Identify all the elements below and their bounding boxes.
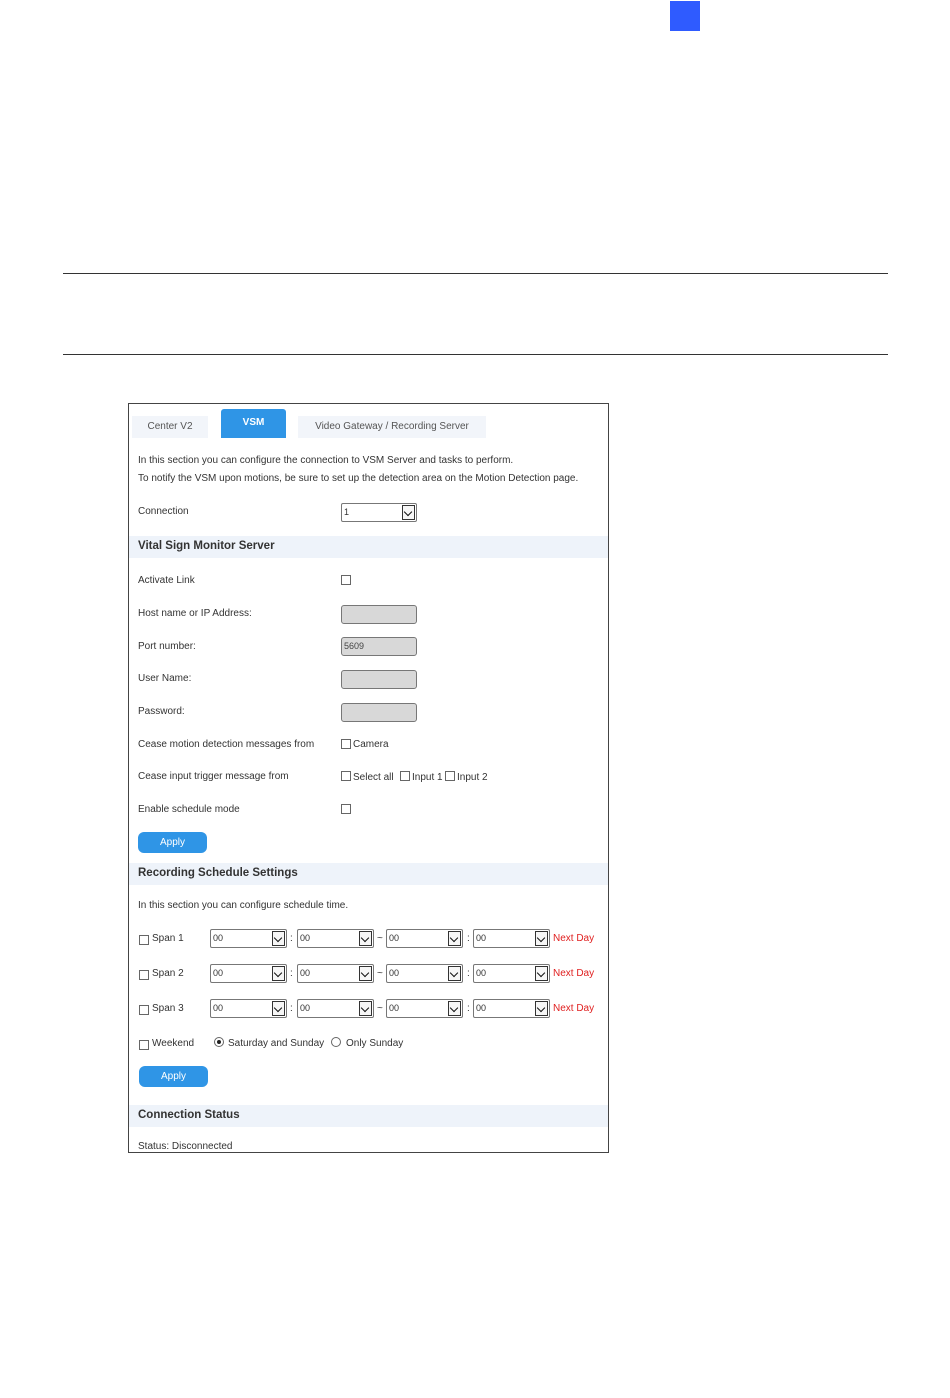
host-label: Host name or IP Address: xyxy=(138,608,252,619)
chevron-down-icon xyxy=(272,931,285,946)
span-2-label: Span 2 xyxy=(152,968,184,979)
span-2-end-hour[interactable] xyxy=(386,964,463,983)
section-title: Recording Schedule Settings xyxy=(138,867,298,879)
port-label: Port number: xyxy=(138,641,196,652)
span-3-start-hour[interactable] xyxy=(210,999,287,1018)
activate-link-checkbox[interactable] xyxy=(341,575,351,585)
colon-separator: : xyxy=(467,1003,470,1014)
intro-line-1: In this section you can configure the connection to VSM Server and tasks to perform. xyxy=(138,455,514,466)
span-1-checkbox[interactable] xyxy=(139,935,149,945)
select-value: 00 xyxy=(476,933,487,943)
host-input[interactable] xyxy=(341,605,417,624)
span-1-next-day: Next Day xyxy=(553,933,595,944)
schedule-description: In this section you can configure schedule time. xyxy=(138,900,349,911)
chevron-down-icon xyxy=(359,1001,372,1016)
select-value: 00 xyxy=(300,1003,311,1013)
apply-button-server[interactable]: Apply xyxy=(138,832,207,853)
span-3-next-day: Next Day xyxy=(553,1003,595,1014)
schedule-mode-label: Enable schedule mode xyxy=(138,804,240,815)
section-header-connection-status xyxy=(129,1105,608,1127)
divider-top xyxy=(63,273,888,274)
select-all-checkbox[interactable] xyxy=(341,771,351,781)
only-sunday-label: Only Sunday xyxy=(346,1038,404,1049)
radio-saturday-sunday[interactable] xyxy=(214,1037,224,1047)
tab-video-gateway[interactable]: Video Gateway / Recording Server xyxy=(298,416,486,438)
section-header-vsm-server xyxy=(129,536,608,558)
span-1-start-hour[interactable] xyxy=(210,929,287,948)
span-2-next-day: Next Day xyxy=(553,968,595,979)
input-2-label: Input 2 xyxy=(457,772,488,783)
span-3-checkbox[interactable] xyxy=(139,1005,149,1015)
select-value: 00 xyxy=(389,968,400,978)
span-3-label: Span 3 xyxy=(152,1003,184,1014)
chevron-down-icon xyxy=(448,1001,461,1016)
colon-separator: : xyxy=(290,933,293,944)
span-3-end-minute[interactable] xyxy=(473,999,550,1018)
select-all-label: Select all xyxy=(353,772,394,783)
section-header-schedule xyxy=(129,863,608,885)
chevron-down-icon xyxy=(359,931,372,946)
chevron-down-icon xyxy=(535,1001,548,1016)
input-1-checkbox[interactable] xyxy=(400,771,410,781)
activate-link-label: Activate Link xyxy=(138,575,195,586)
connection-select[interactable] xyxy=(341,503,417,522)
chevron-down-icon xyxy=(448,966,461,981)
span-1-end-minute[interactable] xyxy=(473,929,550,948)
tab-bar xyxy=(129,404,608,438)
tab-center-v2[interactable]: Center V2 xyxy=(132,416,208,438)
select-value: 00 xyxy=(389,933,400,943)
password-input[interactable] xyxy=(341,703,417,722)
tab-vsm[interactable]: VSM xyxy=(221,409,286,438)
select-value: 00 xyxy=(300,968,311,978)
chevron-down-icon xyxy=(272,1001,285,1016)
span-3-start-minute[interactable] xyxy=(297,999,374,1018)
span-2-start-minute[interactable] xyxy=(297,964,374,983)
select-value: 00 xyxy=(476,968,487,978)
tilde-separator: ~ xyxy=(377,1003,383,1014)
tilde-separator: ~ xyxy=(377,968,383,979)
chevron-down-icon xyxy=(359,966,372,981)
connection-label: Connection xyxy=(138,506,189,517)
chevron-down-icon xyxy=(535,931,548,946)
select-value: 00 xyxy=(213,1003,224,1013)
chevron-down-icon xyxy=(402,505,415,520)
span-1-start-minute[interactable] xyxy=(297,929,374,948)
span-3-end-hour[interactable] xyxy=(386,999,463,1018)
chevron-down-icon xyxy=(535,966,548,981)
span-2-end-minute[interactable] xyxy=(473,964,550,983)
colon-separator: : xyxy=(290,968,293,979)
vsm-settings-panel xyxy=(128,403,609,1153)
span-1-label: Span 1 xyxy=(152,933,184,944)
colon-separator: : xyxy=(467,968,470,979)
weekend-checkbox[interactable] xyxy=(139,1040,149,1050)
tilde-separator: ~ xyxy=(377,933,383,944)
select-value: 00 xyxy=(213,968,224,978)
password-label: Password: xyxy=(138,706,185,717)
select-value: 00 xyxy=(213,933,224,943)
select-value: 00 xyxy=(476,1003,487,1013)
colon-separator: : xyxy=(290,1003,293,1014)
schedule-mode-checkbox[interactable] xyxy=(341,804,351,814)
select-value: 00 xyxy=(300,933,311,943)
select-value: 00 xyxy=(389,1003,400,1013)
span-2-start-hour[interactable] xyxy=(210,964,287,983)
intro-line-2: To notify the VSM upon motions, be sure to set up the detection area on the Motion Detection page. xyxy=(138,473,579,484)
chevron-down-icon xyxy=(272,966,285,981)
connection-value: 1 xyxy=(344,507,350,517)
cease-input-label: Cease input trigger message from xyxy=(138,771,289,782)
port-input[interactable]: 5609 xyxy=(341,637,417,656)
section-title: Vital Sign Monitor Server xyxy=(138,540,275,552)
chevron-down-icon xyxy=(448,931,461,946)
status-text: Status: Disconnected xyxy=(138,1141,233,1152)
input-2-checkbox[interactable] xyxy=(445,771,455,781)
weekend-label: Weekend xyxy=(152,1038,195,1049)
apply-button-schedule[interactable]: Apply xyxy=(139,1066,208,1087)
radio-only-sunday[interactable] xyxy=(331,1037,341,1047)
colon-separator: : xyxy=(467,933,470,944)
section-title: Connection Status xyxy=(138,1109,240,1121)
span-2-checkbox[interactable] xyxy=(139,970,149,980)
span-1-end-hour[interactable] xyxy=(386,929,463,948)
user-name-label: User Name: xyxy=(138,673,192,684)
camera-label: Camera xyxy=(353,739,389,750)
cease-motion-label: Cease motion detection messages from xyxy=(138,739,315,750)
saturday-sunday-label: Saturday and Sunday xyxy=(228,1038,325,1049)
camera-checkbox[interactable] xyxy=(341,739,351,749)
user-name-input[interactable] xyxy=(341,670,417,689)
page-corner-marker xyxy=(670,1,700,31)
input-1-label: Input 1 xyxy=(412,772,443,783)
divider-bottom xyxy=(63,354,888,355)
